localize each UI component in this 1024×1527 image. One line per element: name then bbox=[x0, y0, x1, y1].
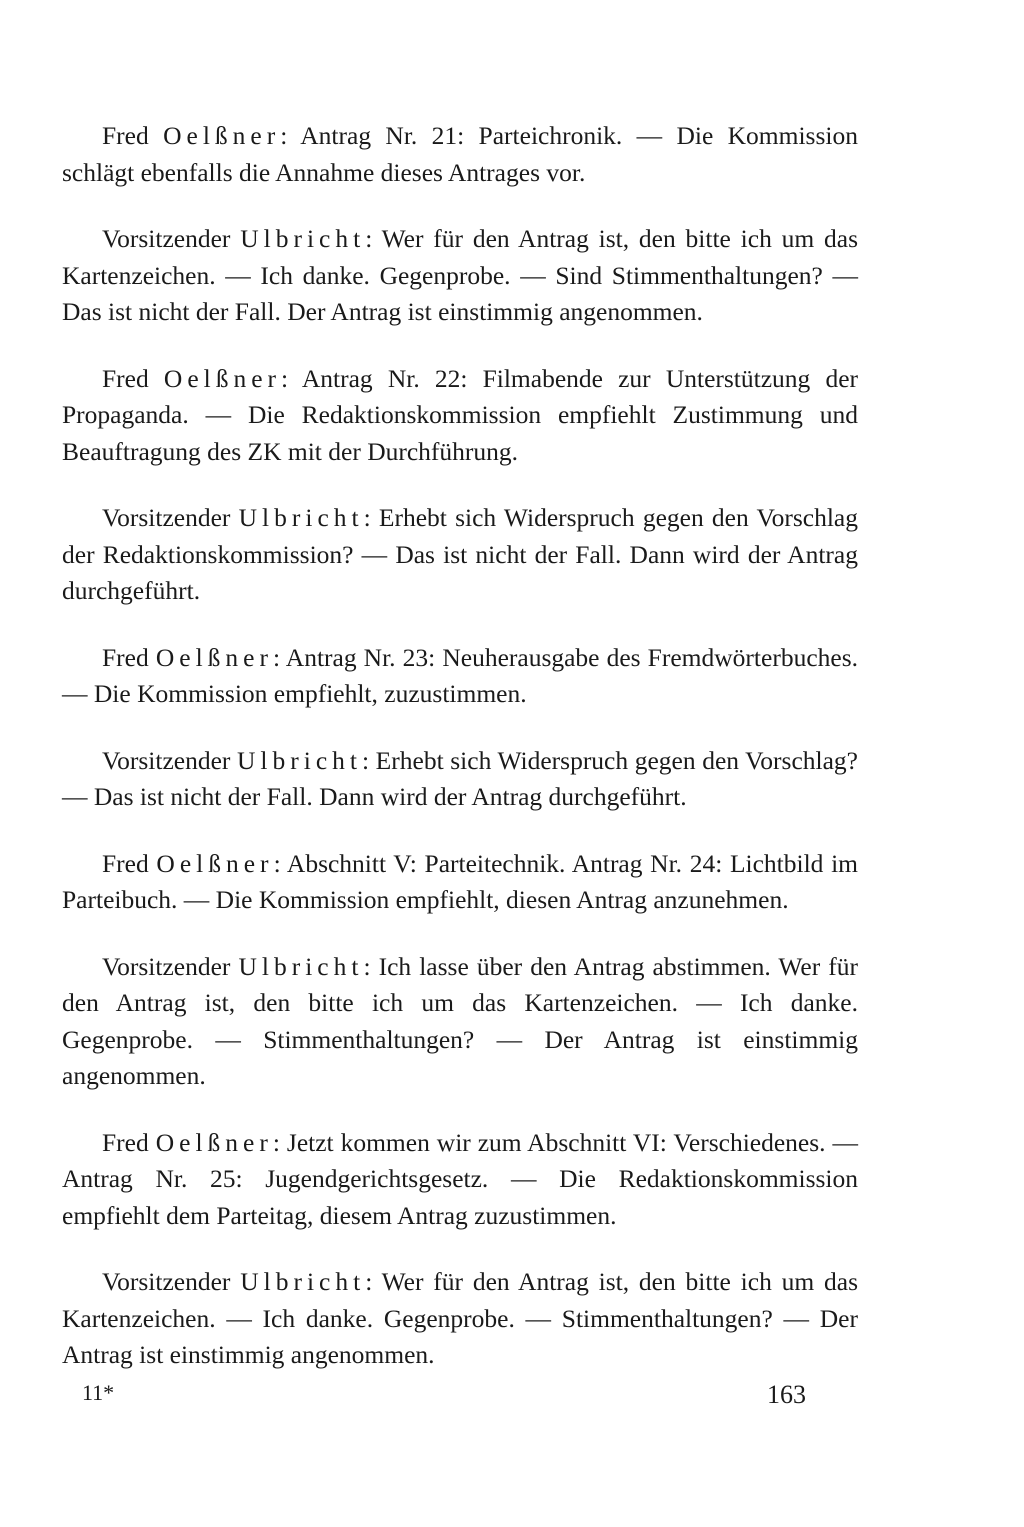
paragraph-text: : Antrag Nr. 21: Parteichronik. — Die Kommission schlägt ebenfalls die Annahme dieses Antrages vor. bbox=[62, 121, 858, 187]
speaker-name: Ulbricht bbox=[240, 1267, 366, 1296]
speaker-title: Vorsitzender bbox=[102, 745, 231, 775]
page-body bbox=[62, 118, 858, 1404]
paragraph bbox=[62, 743, 858, 816]
paragraph bbox=[62, 846, 858, 919]
paragraph-text: : Ich lasse über den Antrag abstimmen. Wer für den Antrag ist, den bitte ich um das Kartenzeichen. — Ich danke. Gegenprobe. — Stimmenthaltungen? — Der Antrag ist einstimmig angenommen. bbox=[62, 951, 858, 1090]
speaker-name: Oelßner bbox=[163, 363, 282, 393]
paragraph-text: : Wer für den Antrag ist, den bitte ich um das Kartenzeichen. — Ich danke. Gegenprobe. — Stimmenthaltungen? — Der Antrag ist einstimmig angenommen. bbox=[62, 1267, 858, 1369]
paragraph-text: : Erhebt sich Widerspruch gegen den Vorschlag der Redaktionskommission? — Das ist nicht der Fall. Dann wird der Antrag durchgeführt. bbox=[62, 503, 859, 605]
paragraph-text: : Antrag Nr. 22: Filmabende zur Unterstützung der Propaganda. — Die Redaktionskommission empfiehlt Zustimmung und Beauftragung des ZK mit der Durchführung. bbox=[62, 363, 859, 466]
speaker-name: Ulbricht bbox=[238, 503, 364, 532]
speaker-title: Vorsitzender bbox=[102, 951, 231, 981]
speaker-title: Fred bbox=[102, 363, 149, 393]
speaker-name: Oelßner bbox=[156, 848, 274, 878]
paragraph-text: : Antrag Nr. 23: Neuherausgabe des Fremdwörterbuches. — Die Kommission empfiehlt, zuzustimmen. bbox=[62, 642, 858, 708]
paragraph bbox=[62, 221, 858, 331]
paragraph-text: : Erhebt sich Widerspruch gegen den Vorschlag? — Das ist nicht der Fall. Dann wird der Antrag durchgeführt. bbox=[62, 745, 858, 811]
paragraph-text: : Jetzt kommen wir zum Abschnitt VI: Verschiedenes. — Antrag Nr. 25: Jugendgerichtsgesetz. — Die Redaktionskommission empfiehlt dem Parteitag, diesem Antrag zuzustimmen. bbox=[62, 1127, 859, 1230]
paragraph bbox=[62, 500, 858, 610]
speaker-name: Oelßner bbox=[155, 642, 273, 672]
paragraph bbox=[62, 361, 858, 471]
speaker-name: Ulbricht bbox=[240, 224, 366, 253]
speaker-title: Vorsitzender bbox=[102, 1267, 231, 1296]
page-footer bbox=[62, 1380, 858, 1416]
paragraph-text: : Wer für den Antrag ist, den bitte ich um das Kartenzeichen. — Ich danke. Gegenprobe. — Sind Stimmenthaltungen? — Das ist nicht der Fall. Der Antrag ist einstimmig angenommen. bbox=[62, 224, 858, 326]
speaker-title: Fred bbox=[102, 121, 149, 150]
speaker-name: Oelßner bbox=[155, 1127, 273, 1157]
page-number: 163 bbox=[767, 1380, 806, 1409]
speaker-name: Ulbricht bbox=[237, 745, 362, 775]
speaker-title: Fred bbox=[102, 848, 149, 878]
speaker-title: Vorsitzender bbox=[102, 503, 231, 532]
speaker-name: Oelßner bbox=[163, 121, 281, 150]
signature-mark: 11* bbox=[82, 1380, 115, 1405]
paragraph bbox=[62, 118, 858, 191]
paragraph bbox=[62, 1264, 858, 1374]
paragraph bbox=[62, 640, 858, 713]
speaker-title: Vorsitzender bbox=[102, 224, 231, 253]
speaker-name: Ulbricht bbox=[238, 951, 364, 981]
speaker-title: Fred bbox=[102, 642, 149, 672]
paragraph-text: : Abschnitt V: Parteitechnik. Antrag Nr. 24: Lichtbild im Parteibuch. — Die Kommission empfiehlt, diesen Antrag anzunehmen. bbox=[62, 848, 859, 914]
paragraph bbox=[62, 949, 858, 1095]
paragraph bbox=[62, 1125, 858, 1235]
speaker-title: Fred bbox=[102, 1127, 149, 1157]
